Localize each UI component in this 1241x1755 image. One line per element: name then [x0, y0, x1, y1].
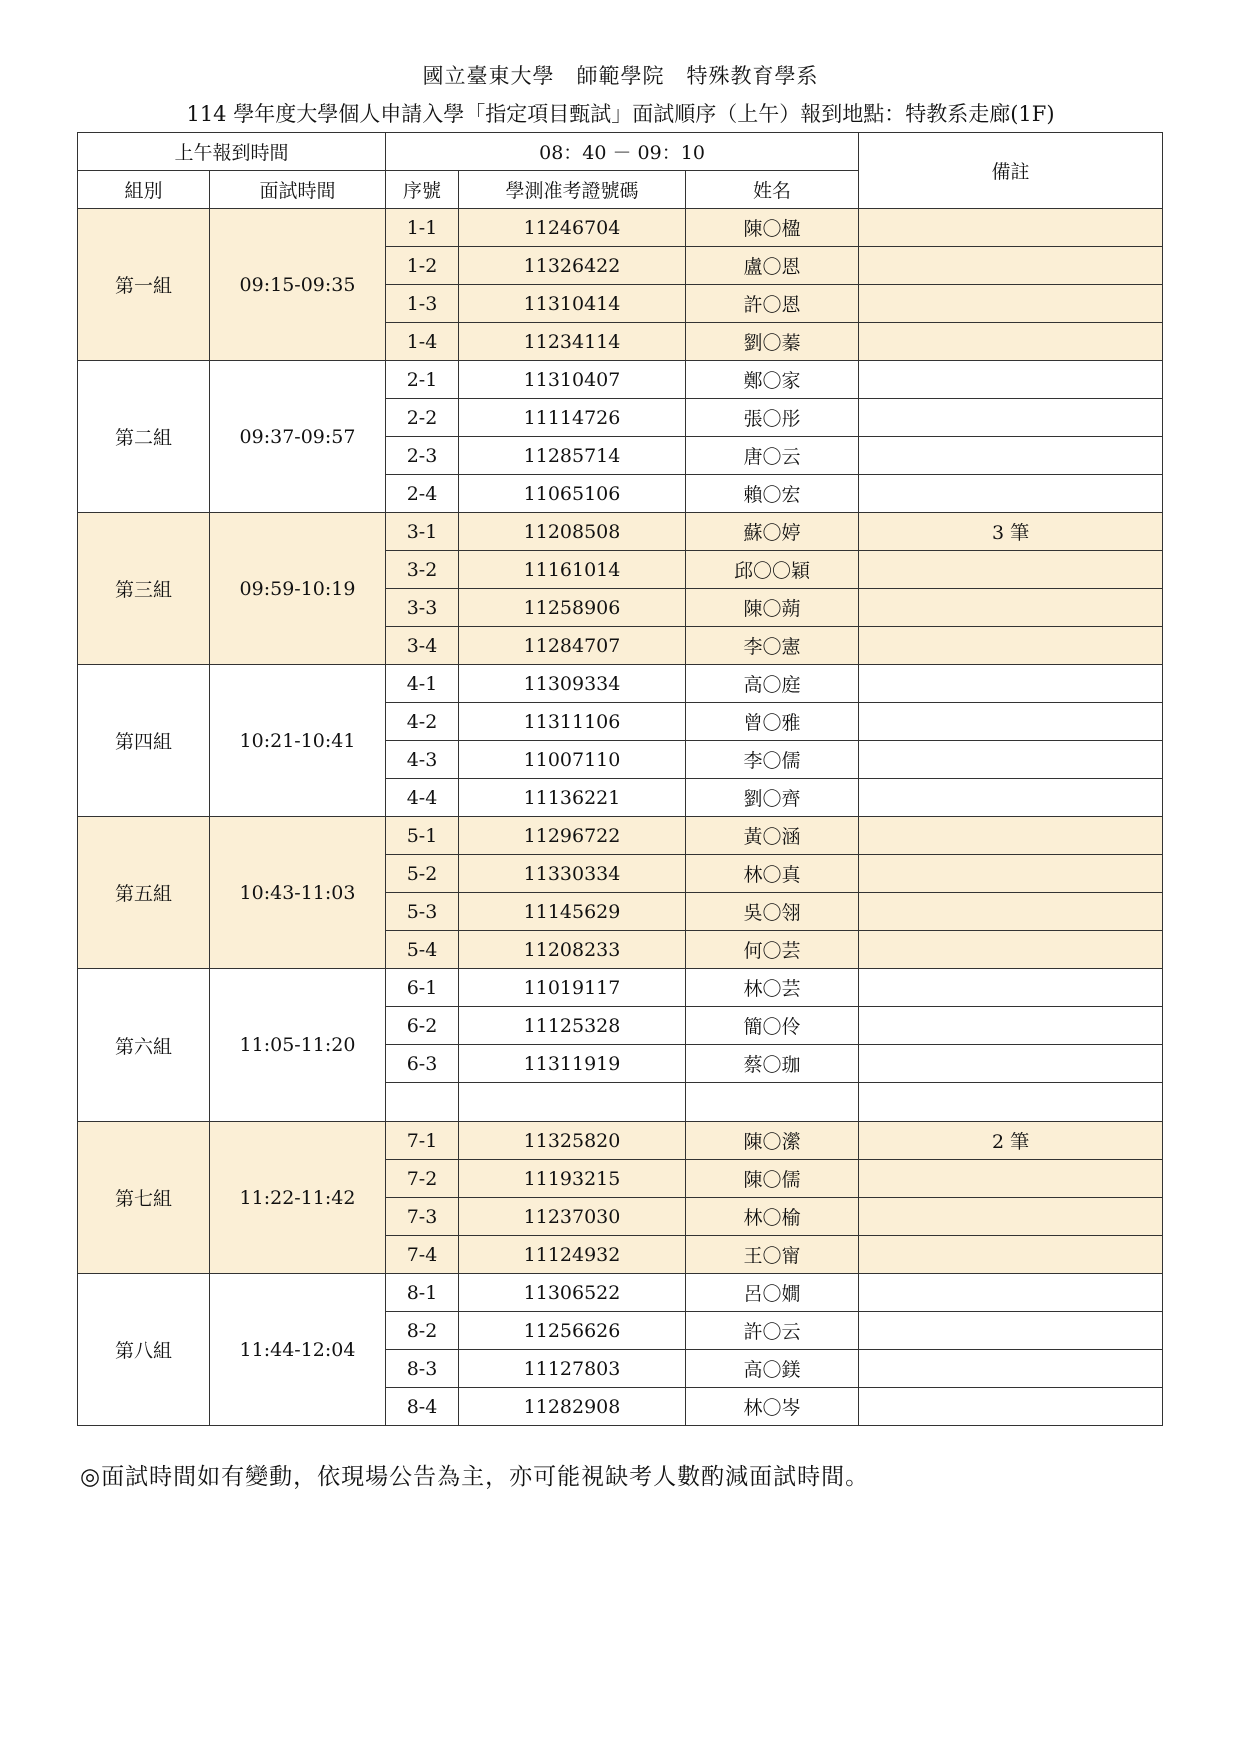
- table-row: [78, 817, 1163, 855]
- group-time: 11:22-11:42: [210, 1122, 386, 1274]
- table-row: [78, 665, 1163, 703]
- name-cell: 呂〇嫺: [686, 1274, 859, 1312]
- group-time: 09:15-09:35: [210, 209, 386, 361]
- seq-cell: 6-1: [386, 969, 459, 1007]
- name-cell: 邱〇〇穎: [686, 551, 859, 589]
- seq-cell: 2-4: [386, 475, 459, 513]
- exam-id-cell: 11311106: [459, 703, 686, 741]
- remark-cell: [859, 1388, 1163, 1426]
- seq-cell: 7-2: [386, 1160, 459, 1198]
- name-cell: 陳〇瀠: [686, 1122, 859, 1160]
- group-name: 第六組: [78, 969, 210, 1122]
- group-name: 第八組: [78, 1274, 210, 1426]
- remark-cell: [859, 1160, 1163, 1198]
- exam-id-cell: 11124932: [459, 1236, 686, 1274]
- name-cell: [686, 1083, 859, 1122]
- remark-cell: 2 筆: [859, 1122, 1163, 1160]
- name-cell: 吳〇翎: [686, 893, 859, 931]
- name-cell: 曾〇雅: [686, 703, 859, 741]
- remark-cell: [859, 627, 1163, 665]
- table-row: [78, 969, 1163, 1007]
- seq-cell: 8-1: [386, 1274, 459, 1312]
- remark-cell: [859, 323, 1163, 361]
- seq-cell: 3-3: [386, 589, 459, 627]
- header-exam-id: 學測准考證號碼: [459, 171, 686, 209]
- exam-id-cell: 11208233: [459, 931, 686, 969]
- table-row: [78, 209, 1163, 247]
- remark-cell: [859, 437, 1163, 475]
- exam-id-cell: 11007110: [459, 741, 686, 779]
- table-row: [78, 513, 1163, 551]
- remark-cell: [859, 589, 1163, 627]
- exam-id-cell: 11161014: [459, 551, 686, 589]
- remark-cell: [859, 1236, 1163, 1274]
- seq-cell: 1-2: [386, 247, 459, 285]
- remark-cell: [859, 703, 1163, 741]
- exam-id-cell: 11127803: [459, 1350, 686, 1388]
- header-time: 面試時間: [210, 171, 386, 209]
- remark-cell: [859, 817, 1163, 855]
- name-cell: 劉〇蓁: [686, 323, 859, 361]
- seq-cell: 3-2: [386, 551, 459, 589]
- group-time: 10:21-10:41: [210, 665, 386, 817]
- seq-cell: 5-2: [386, 855, 459, 893]
- exam-id-cell: 11285714: [459, 437, 686, 475]
- name-cell: 李〇憲: [686, 627, 859, 665]
- interview-schedule-table: [77, 132, 1163, 1426]
- document-title: 國立臺東大學 師範學院 特殊教育學系: [422, 64, 819, 88]
- remark-cell: [859, 209, 1163, 247]
- seq-cell: 4-1: [386, 665, 459, 703]
- remark-cell: [859, 1083, 1163, 1122]
- remark-cell: [859, 969, 1163, 1007]
- remark-cell: [859, 1274, 1163, 1312]
- group-time: 10:43-11:03: [210, 817, 386, 969]
- name-cell: 林〇真: [686, 855, 859, 893]
- exam-id-cell: 11256626: [459, 1312, 686, 1350]
- seq-cell: 1-3: [386, 285, 459, 323]
- name-cell: 許〇云: [686, 1312, 859, 1350]
- seq-cell: 7-1: [386, 1122, 459, 1160]
- exam-id-cell: 11282908: [459, 1388, 686, 1426]
- name-cell: 鄭〇家: [686, 361, 859, 399]
- seq-cell: 4-3: [386, 741, 459, 779]
- exam-id-cell: 11296722: [459, 817, 686, 855]
- exam-id-cell: 11311919: [459, 1045, 686, 1083]
- header-group: 組別: [78, 171, 210, 209]
- exam-id-cell: 11193215: [459, 1160, 686, 1198]
- remark-cell: [859, 247, 1163, 285]
- header-name: 姓名: [686, 171, 859, 209]
- name-cell: 唐〇云: [686, 437, 859, 475]
- exam-id-cell: 11136221: [459, 779, 686, 817]
- exam-id-cell: 11309334: [459, 665, 686, 703]
- name-cell: 林〇岑: [686, 1388, 859, 1426]
- remark-cell: [859, 741, 1163, 779]
- seq-cell: 6-2: [386, 1007, 459, 1045]
- name-cell: 盧〇恩: [686, 247, 859, 285]
- exam-id-cell: 11330334: [459, 855, 686, 893]
- name-cell: 陳〇蒴: [686, 589, 859, 627]
- exam-id-cell: 11234114: [459, 323, 686, 361]
- name-cell: 王〇甯: [686, 1236, 859, 1274]
- footer-note: ◎面試時間如有變動，依現場公告為主，亦可能視缺考人數酌減面試時間。: [80, 1464, 870, 1490]
- group-name: 第七組: [78, 1122, 210, 1274]
- group-time: 09:59-10:19: [210, 513, 386, 665]
- remark-cell: [859, 551, 1163, 589]
- name-cell: 劉〇齊: [686, 779, 859, 817]
- remark-cell: [859, 1198, 1163, 1236]
- group-name: 第四組: [78, 665, 210, 817]
- name-cell: 許〇恩: [686, 285, 859, 323]
- group-name: 第二組: [78, 361, 210, 513]
- remark-cell: [859, 779, 1163, 817]
- remark-cell: [859, 285, 1163, 323]
- exam-id-cell: 11125328: [459, 1007, 686, 1045]
- exam-id-cell: 11310414: [459, 285, 686, 323]
- name-cell: 陳〇儒: [686, 1160, 859, 1198]
- group-name: 第五組: [78, 817, 210, 969]
- seq-cell: 6-3: [386, 1045, 459, 1083]
- group-time: 11:44-12:04: [210, 1274, 386, 1426]
- group-time: 09:37-09:57: [210, 361, 386, 513]
- seq-cell: 3-1: [386, 513, 459, 551]
- seq-cell: 1-1: [386, 209, 459, 247]
- checkin-label: 上午報到時間: [78, 133, 386, 171]
- exam-id-cell: 11019117: [459, 969, 686, 1007]
- remark-cell: [859, 399, 1163, 437]
- seq-cell: 2-1: [386, 361, 459, 399]
- name-cell: 何〇芸: [686, 931, 859, 969]
- remark-cell: [859, 1312, 1163, 1350]
- name-cell: 高〇鎂: [686, 1350, 859, 1388]
- exam-id-cell: 11310407: [459, 361, 686, 399]
- name-cell: 高〇庭: [686, 665, 859, 703]
- group-name: 第一組: [78, 209, 210, 361]
- seq-cell: 4-4: [386, 779, 459, 817]
- name-cell: 蔡〇珈: [686, 1045, 859, 1083]
- group-name: 第三組: [78, 513, 210, 665]
- document-subtitle: 114 學年度大學個人申請入學「指定項目甄試」面試順序（上午）報到地點：特教系走廊(1F): [186, 102, 1055, 126]
- exam-id-cell: 11246704: [459, 209, 686, 247]
- name-cell: 黃〇涵: [686, 817, 859, 855]
- group-time: 11:05-11:20: [210, 969, 386, 1122]
- seq-cell: 2-3: [386, 437, 459, 475]
- exam-id-cell: 11114726: [459, 399, 686, 437]
- exam-id-cell: 11208508: [459, 513, 686, 551]
- name-cell: 李〇儒: [686, 741, 859, 779]
- remark-cell: [859, 361, 1163, 399]
- table-row: [78, 1122, 1163, 1160]
- remark-cell: [859, 475, 1163, 513]
- seq-cell: 8-2: [386, 1312, 459, 1350]
- exam-id-cell: 11284707: [459, 627, 686, 665]
- table-row: [78, 1274, 1163, 1312]
- exam-id-cell: 11065106: [459, 475, 686, 513]
- name-cell: 簡〇伶: [686, 1007, 859, 1045]
- name-cell: 林〇榆: [686, 1198, 859, 1236]
- seq-cell: 7-4: [386, 1236, 459, 1274]
- exam-id-cell: 11326422: [459, 247, 686, 285]
- seq-cell: 1-4: [386, 323, 459, 361]
- exam-id-cell: 11237030: [459, 1198, 686, 1236]
- name-cell: 蘇〇婷: [686, 513, 859, 551]
- seq-cell: 5-3: [386, 893, 459, 931]
- table-row: [78, 361, 1163, 399]
- exam-id-cell: 11306522: [459, 1274, 686, 1312]
- seq-cell: 7-3: [386, 1198, 459, 1236]
- name-cell: 林〇芸: [686, 969, 859, 1007]
- remark-cell: [859, 1045, 1163, 1083]
- header-seq: 序號: [386, 171, 459, 209]
- remark-cell: [859, 665, 1163, 703]
- name-cell: 賴〇宏: [686, 475, 859, 513]
- seq-cell: 5-4: [386, 931, 459, 969]
- name-cell: 陳〇楹: [686, 209, 859, 247]
- remark-cell: 3 筆: [859, 513, 1163, 551]
- remark-header: 備註: [859, 133, 1163, 209]
- exam-id-cell: 11145629: [459, 893, 686, 931]
- seq-cell: 4-2: [386, 703, 459, 741]
- remark-cell: [859, 931, 1163, 969]
- seq-cell: 8-4: [386, 1388, 459, 1426]
- remark-cell: [859, 855, 1163, 893]
- seq-cell: 2-2: [386, 399, 459, 437]
- remark-cell: [859, 893, 1163, 931]
- seq-cell: 8-3: [386, 1350, 459, 1388]
- seq-cell: [386, 1083, 459, 1122]
- exam-id-cell: 11258906: [459, 589, 686, 627]
- name-cell: 張〇彤: [686, 399, 859, 437]
- exam-id-cell: [459, 1083, 686, 1122]
- seq-cell: 3-4: [386, 627, 459, 665]
- exam-id-cell: 11325820: [459, 1122, 686, 1160]
- seq-cell: 5-1: [386, 817, 459, 855]
- checkin-time: 08：40 － 09：10: [386, 133, 859, 171]
- remark-cell: [859, 1350, 1163, 1388]
- remark-cell: [859, 1007, 1163, 1045]
